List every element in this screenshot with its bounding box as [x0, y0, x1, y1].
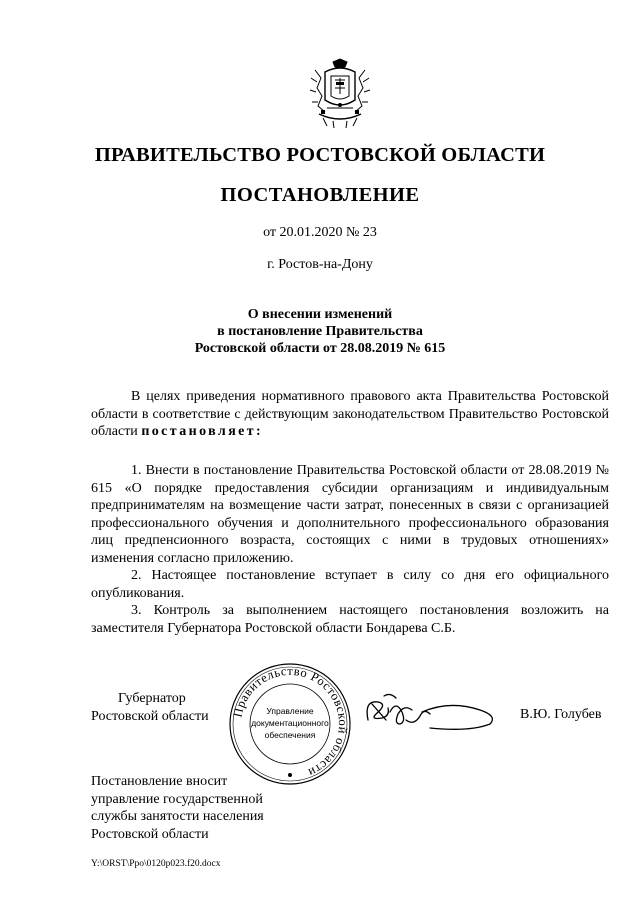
submitted-by-line: Ростовской области — [91, 826, 209, 842]
rostov-oblast-coat-of-arms-icon — [305, 58, 375, 130]
resolves-word: постановляет: — [141, 424, 264, 439]
preamble-paragraph — [91, 388, 609, 441]
submitted-by-block — [91, 773, 264, 843]
stamp-inner-line: Управление — [266, 706, 314, 716]
preamble-text: В целях приведения нормативного правового акта Правительства Ростовской области в соответствие с действующим законодательством Правительство Ростовской области — [91, 389, 609, 439]
file-path: Y:\ORST\Ppo\0120p023.f20.docx — [91, 859, 221, 869]
handwritten-signature — [360, 690, 500, 734]
stamp-inner-line: документационного — [251, 718, 329, 728]
signatory-title — [91, 690, 209, 725]
resolution-item: 1. Внести в постановление Правительства Ростовской области от 28.08.2019 № 615 «О порядке предоставления субсидии организациям и индивидуальным предпринимателям на возмещение части затрат, понесенных в связи с организацией профессионального обучения и дополнительного профессионального образования лиц предпенсионного возраста, состоящих с ними в трудовых отношениях» изменения согласно приложению. — [91, 463, 609, 566]
signatory-name: В.Ю. Голубев — [520, 707, 602, 722]
submitted-by-line: управление государственной — [91, 791, 263, 807]
submitted-by-line: Постановление вносит — [91, 774, 228, 789]
government-title: ПРАВИТЕЛЬСТВО РОСТОВСКОЙ ОБЛАСТИ — [94, 144, 546, 166]
resolution-item: 3. Контроль за выполнением настоящего постановления возложить на заместителя Губернатора Ростовской области Бондарева С.Б. — [91, 603, 609, 636]
document-city: г. Ростов-на-Дону — [267, 257, 373, 272]
official-stamp — [227, 661, 353, 787]
resolution-items — [91, 462, 609, 637]
resolution-item: 2. Настоящее постановление вступает в силу со дня его официального опубликования. — [91, 568, 609, 601]
stamp-outer-text: Правительство Ростовской области — [230, 663, 351, 781]
signatory-title-line: Ростовской области — [91, 708, 209, 724]
subject-line: Ростовской области от 28.08.2019 № 615 — [194, 341, 446, 356]
stamp-inner-line: обеспечения — [264, 730, 316, 740]
subject-line: в постановление Правительства — [217, 324, 423, 339]
submitted-by-line: службы занятости населения — [91, 809, 264, 824]
subject-line: О внесении изменений — [247, 307, 393, 322]
document-date-number: от 20.01.2020 № 23 — [263, 225, 377, 240]
signatory-title-line: Губернатор — [118, 691, 186, 706]
document-subject — [0, 306, 640, 357]
document-type: ПОСТАНОВЛЕНИЕ — [220, 184, 420, 206]
